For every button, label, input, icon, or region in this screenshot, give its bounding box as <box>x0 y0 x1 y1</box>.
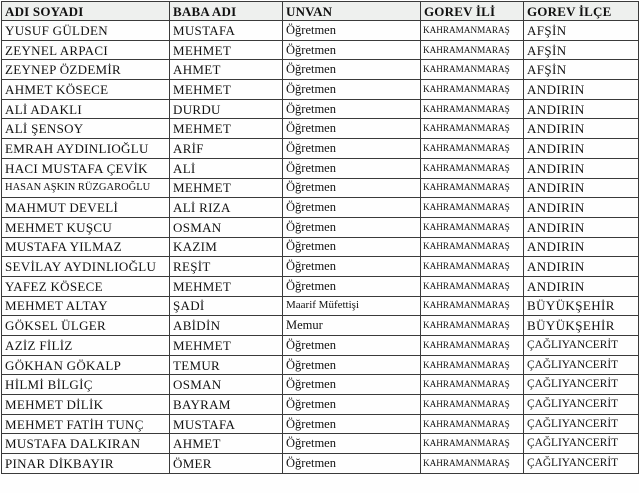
cell-province: KAHRAMANMARAŞ <box>421 276 524 296</box>
cell-title: Öğretmen <box>283 158 421 178</box>
cell-name: AZİZ FİLİZ <box>2 336 170 356</box>
table-row <box>2 80 639 100</box>
table-row <box>2 40 639 60</box>
table-row <box>2 178 639 198</box>
cell-title: Öğretmen <box>283 139 421 159</box>
cell-title: Öğretmen <box>283 40 421 60</box>
cell-father-name: AHMET <box>170 60 283 80</box>
cell-title: Öğretmen <box>283 217 421 237</box>
cell-father-name: KAZIM <box>170 237 283 257</box>
table-row <box>2 316 639 336</box>
cell-district: BÜYÜKŞEHİR <box>524 316 639 336</box>
cell-name: GÖKHAN GÖKALP <box>2 355 170 375</box>
cell-title: Memur <box>283 316 421 336</box>
cell-name: MEHMET ALTAY <box>2 296 170 316</box>
cell-name: YUSUF GÜLDEN <box>2 21 170 41</box>
cell-title: Öğretmen <box>283 60 421 80</box>
cell-province: KAHRAMANMARAŞ <box>421 434 524 454</box>
cell-district: ANDIRIN <box>524 276 639 296</box>
cell-father-name: MEHMET <box>170 276 283 296</box>
table-row <box>2 355 639 375</box>
cell-province: KAHRAMANMARAŞ <box>421 217 524 237</box>
cell-father-name: OSMAN <box>170 217 283 237</box>
cell-title: Öğretmen <box>283 237 421 257</box>
cell-district: AFŞİN <box>524 40 639 60</box>
cell-name: MEHMET DİLİK <box>2 395 170 415</box>
cell-father-name: DURDU <box>170 99 283 119</box>
cell-father-name: OSMAN <box>170 375 283 395</box>
cell-province: KAHRAMANMARAŞ <box>421 395 524 415</box>
cell-district: ÇAĞLIYANCERİT <box>524 355 639 375</box>
cell-name: SEVİLAY AYDINLIOĞLU <box>2 257 170 277</box>
cell-father-name: MEHMET <box>170 336 283 356</box>
cell-name: ALİ ADAKLI <box>2 99 170 119</box>
cell-title: Öğretmen <box>283 119 421 139</box>
cell-father-name: ALİ RIZA <box>170 198 283 218</box>
header-father-name: BABA ADI <box>170 2 283 21</box>
cell-name: MEHMET FATİH TUNÇ <box>2 414 170 434</box>
cell-name: MAHMUT DEVELİ <box>2 198 170 218</box>
cell-name: ZEYNEL ARPACI <box>2 40 170 60</box>
cell-district: ANDIRIN <box>524 198 639 218</box>
cell-title: Öğretmen <box>283 336 421 356</box>
table-row <box>2 198 639 218</box>
cell-district: ANDIRIN <box>524 257 639 277</box>
cell-name: MUSTAFA DALKIRAN <box>2 434 170 454</box>
cell-title: Maarif Müfettişi <box>283 296 421 316</box>
cell-title: Öğretmen <box>283 276 421 296</box>
cell-province: KAHRAMANMARAŞ <box>421 355 524 375</box>
cell-father-name: MEHMET <box>170 119 283 139</box>
cell-father-name: ÖMER <box>170 454 283 474</box>
cell-province: KAHRAMANMARAŞ <box>421 336 524 356</box>
table-row <box>2 276 639 296</box>
cell-father-name: ALİ <box>170 158 283 178</box>
cell-province: KAHRAMANMARAŞ <box>421 99 524 119</box>
cell-district: ÇAĞLIYANCERİT <box>524 454 639 474</box>
cell-name: MEHMET KUŞCU <box>2 217 170 237</box>
cell-province: KAHRAMANMARAŞ <box>421 237 524 257</box>
table-row <box>2 296 639 316</box>
cell-district: ANDIRIN <box>524 80 639 100</box>
cell-province: KAHRAMANMARAŞ <box>421 198 524 218</box>
cell-province: KAHRAMANMARAŞ <box>421 414 524 434</box>
table-row <box>2 237 639 257</box>
cell-district: ÇAĞLIYANCERİT <box>524 395 639 415</box>
table-row <box>2 158 639 178</box>
cell-father-name: MUSTAFA <box>170 21 283 41</box>
table-row <box>2 99 639 119</box>
cell-name: HASAN AŞKIN RÜZGAROĞLU <box>2 178 170 198</box>
cell-province: KAHRAMANMARAŞ <box>421 40 524 60</box>
table-row <box>2 257 639 277</box>
cell-district: AFŞİN <box>524 21 639 41</box>
cell-province: KAHRAMANMARAŞ <box>421 21 524 41</box>
cell-father-name: MEHMET <box>170 40 283 60</box>
cell-title: Öğretmen <box>283 178 421 198</box>
cell-name: HİLMİ BİLGİÇ <box>2 375 170 395</box>
cell-title: Öğretmen <box>283 414 421 434</box>
cell-province: KAHRAMANMARAŞ <box>421 454 524 474</box>
cell-district: ANDIRIN <box>524 178 639 198</box>
personnel-table <box>1 1 639 474</box>
cell-title: Öğretmen <box>283 355 421 375</box>
header-province: GOREV İLİ <box>421 2 524 21</box>
cell-district: ÇAĞLIYANCERİT <box>524 434 639 454</box>
cell-province: KAHRAMANMARAŞ <box>421 119 524 139</box>
cell-title: Öğretmen <box>283 21 421 41</box>
cell-title: Öğretmen <box>283 80 421 100</box>
cell-name: PINAR DİKBAYIR <box>2 454 170 474</box>
table-row <box>2 375 639 395</box>
cell-province: KAHRAMANMARAŞ <box>421 158 524 178</box>
table-row <box>2 60 639 80</box>
cell-father-name: BAYRAM <box>170 395 283 415</box>
cell-father-name: REŞİT <box>170 257 283 277</box>
cell-province: KAHRAMANMARAŞ <box>421 316 524 336</box>
cell-district: ANDIRIN <box>524 119 639 139</box>
cell-district: ANDIRIN <box>524 237 639 257</box>
cell-province: KAHRAMANMARAŞ <box>421 178 524 198</box>
cell-title: Öğretmen <box>283 434 421 454</box>
cell-title: Öğretmen <box>283 198 421 218</box>
cell-district: ANDIRIN <box>524 217 639 237</box>
cell-father-name: ŞADİ <box>170 296 283 316</box>
table-row <box>2 414 639 434</box>
cell-district: BÜYÜKŞEHİR <box>524 296 639 316</box>
cell-district: ÇAĞLIYANCERİT <box>524 336 639 356</box>
header-name: ADI SOYADI <box>2 2 170 21</box>
cell-father-name: TEMUR <box>170 355 283 375</box>
table-header-row <box>2 2 639 21</box>
cell-name: YAFEZ KÖSECE <box>2 276 170 296</box>
cell-district: ÇAĞLIYANCERİT <box>524 375 639 395</box>
cell-title: Öğretmen <box>283 99 421 119</box>
table-row <box>2 217 639 237</box>
cell-father-name: AHMET <box>170 434 283 454</box>
cell-name: AHMET KÖSECE <box>2 80 170 100</box>
table-row <box>2 119 639 139</box>
cell-title: Öğretmen <box>283 257 421 277</box>
cell-title: Öğretmen <box>283 395 421 415</box>
cell-district: AFŞİN <box>524 60 639 80</box>
header-district: GOREV İLÇE <box>524 2 639 21</box>
cell-name: HACI MUSTAFA ÇEVİK <box>2 158 170 178</box>
table-row <box>2 336 639 356</box>
cell-province: KAHRAMANMARAŞ <box>421 257 524 277</box>
cell-district: ANDIRIN <box>524 99 639 119</box>
cell-father-name: ARİF <box>170 139 283 159</box>
cell-province: KAHRAMANMARAŞ <box>421 80 524 100</box>
cell-father-name: MUSTAFA <box>170 414 283 434</box>
cell-father-name: MEHMET <box>170 80 283 100</box>
table-row <box>2 434 639 454</box>
cell-name: GÖKSEL ÜLGER <box>2 316 170 336</box>
cell-province: KAHRAMANMARAŞ <box>421 60 524 80</box>
table-body <box>2 21 639 474</box>
table-row <box>2 454 639 474</box>
cell-name: MUSTAFA YILMAZ <box>2 237 170 257</box>
cell-title: Öğretmen <box>283 454 421 474</box>
cell-father-name: MEHMET <box>170 178 283 198</box>
cell-name: EMRAH AYDINLIOĞLU <box>2 139 170 159</box>
header-title: UNVAN <box>283 2 421 21</box>
cell-title: Öğretmen <box>283 375 421 395</box>
cell-province: KAHRAMANMARAŞ <box>421 296 524 316</box>
cell-name: ZEYNEP ÖZDEMİR <box>2 60 170 80</box>
table-row <box>2 395 639 415</box>
cell-district: ÇAĞLIYANCERİT <box>524 414 639 434</box>
table-row <box>2 21 639 41</box>
cell-name: ALİ ŞENSOY <box>2 119 170 139</box>
cell-province: KAHRAMANMARAŞ <box>421 139 524 159</box>
table-row <box>2 139 639 159</box>
cell-province: KAHRAMANMARAŞ <box>421 375 524 395</box>
cell-district: ANDIRIN <box>524 158 639 178</box>
cell-father-name: ABİDİN <box>170 316 283 336</box>
cell-district: ANDIRIN <box>524 139 639 159</box>
